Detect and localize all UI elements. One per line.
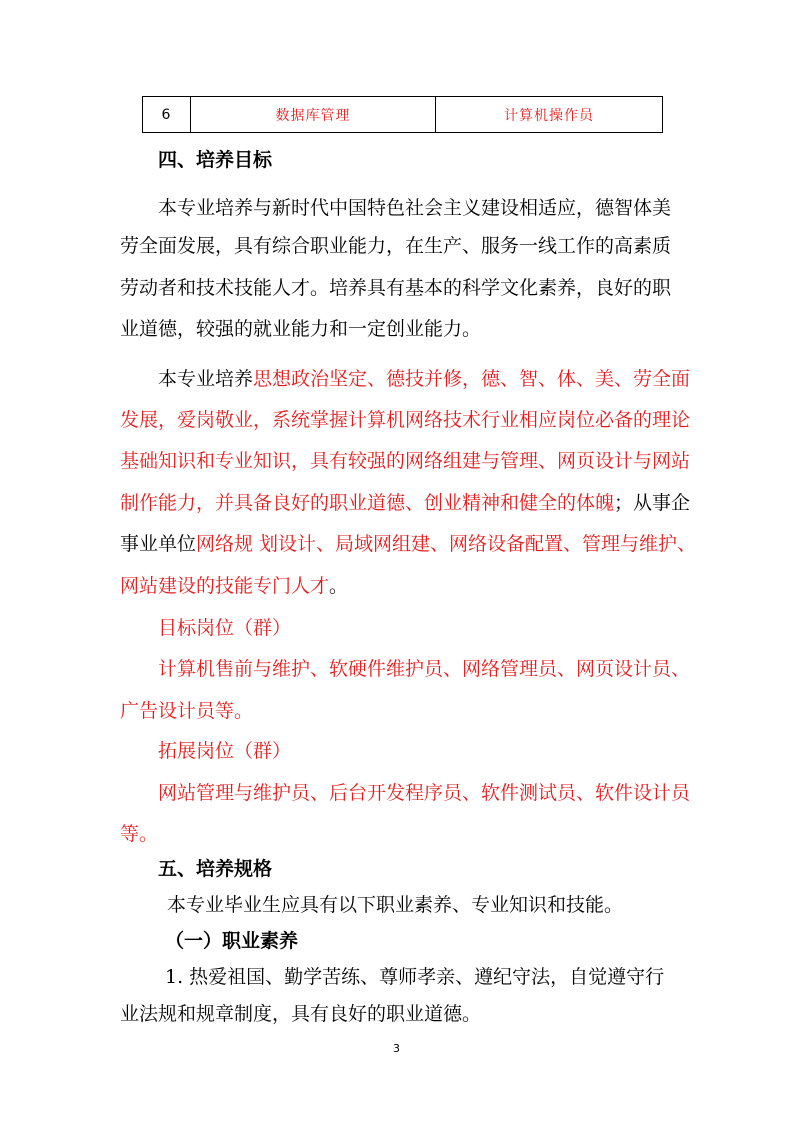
text-span: 本专业培养 (158, 368, 254, 390)
section-intro: 本专业毕业生应具有以下职业素养、专业知识和技能。 (167, 894, 624, 916)
row-number-cell: 6 (143, 97, 191, 132)
course-table-row (142, 96, 663, 133)
paragraph-line: 劳全面发展，具有综合职业能力，在生产、服务一线工作的高素质 (120, 235, 672, 257)
paragraph-line: 劳动者和技术技能人才。培养具有基本的科学文化素养，良好的职 (120, 277, 672, 299)
paragraph-line (120, 532, 696, 556)
paragraph-line (120, 491, 690, 515)
text-span: 。 (329, 575, 349, 597)
highlighted-text: 网络规 划设计、局域网组建、网络设备配置、管理与维护、 (196, 533, 697, 555)
section-heading-training-goals: 四、培养目标 (158, 149, 273, 171)
list-item-line: 1. 热爱祖国、勤学苦练、尊师孝亲、遵纪守法，自觉遵守行 (165, 966, 665, 988)
highlighted-text: 思想政治坚定、德技并修，德、智、体、美、劳全面 (253, 368, 691, 390)
text-span: 事业单位 (120, 533, 197, 555)
target-positions-title: 目标岗位（群） (158, 617, 292, 639)
target-positions-line: 广告设计员等。 (120, 700, 254, 722)
target-positions-line: 计算机售前与维护、软硬件维护员、网络管理员、网页设计员、 (158, 658, 691, 680)
text-span: ；从事企 (614, 492, 691, 514)
paragraph-line: 本专业培养与新时代中国特色社会主义建设相适应，德智体美 (158, 197, 672, 219)
extended-positions-line: 等。 (120, 823, 159, 845)
highlighted-line: 基础知识和专业知识，具有较强的网络组建与管理、网页设计与网站 (120, 450, 691, 472)
paragraph-line (120, 574, 348, 598)
job-title-cell: 计算机操作员 (504, 107, 594, 124)
highlighted-line: 发展，爱岗敬业，系统掌握计算机网络技术行业相应岗位必备的理论 (120, 409, 691, 431)
paragraph-line (158, 367, 690, 391)
extended-positions-line: 网站管理与维护员、后台开发程序员、软件测试员、软件设计员 (158, 782, 691, 804)
extended-positions-title: 拓展岗位（群） (158, 740, 292, 762)
list-item-line: 业法规和规章制度，具有良好的职业道德。 (120, 1003, 482, 1025)
highlighted-text: 制作能力，并具备良好的职业道德、创业精神和健全的体魄 (120, 492, 615, 514)
subsection-heading-professional-quality: （一）职业素养 (165, 930, 299, 952)
page-number: 3 (393, 1042, 400, 1055)
highlighted-text: 网站建设的技能专门人才 (120, 575, 330, 597)
section-heading-training-specs: 五、培养规格 (158, 858, 273, 880)
paragraph-line: 业道德，较强的就业能力和一定创业能力。 (120, 318, 482, 340)
course-name-cell: 数据库管理 (191, 97, 436, 132)
